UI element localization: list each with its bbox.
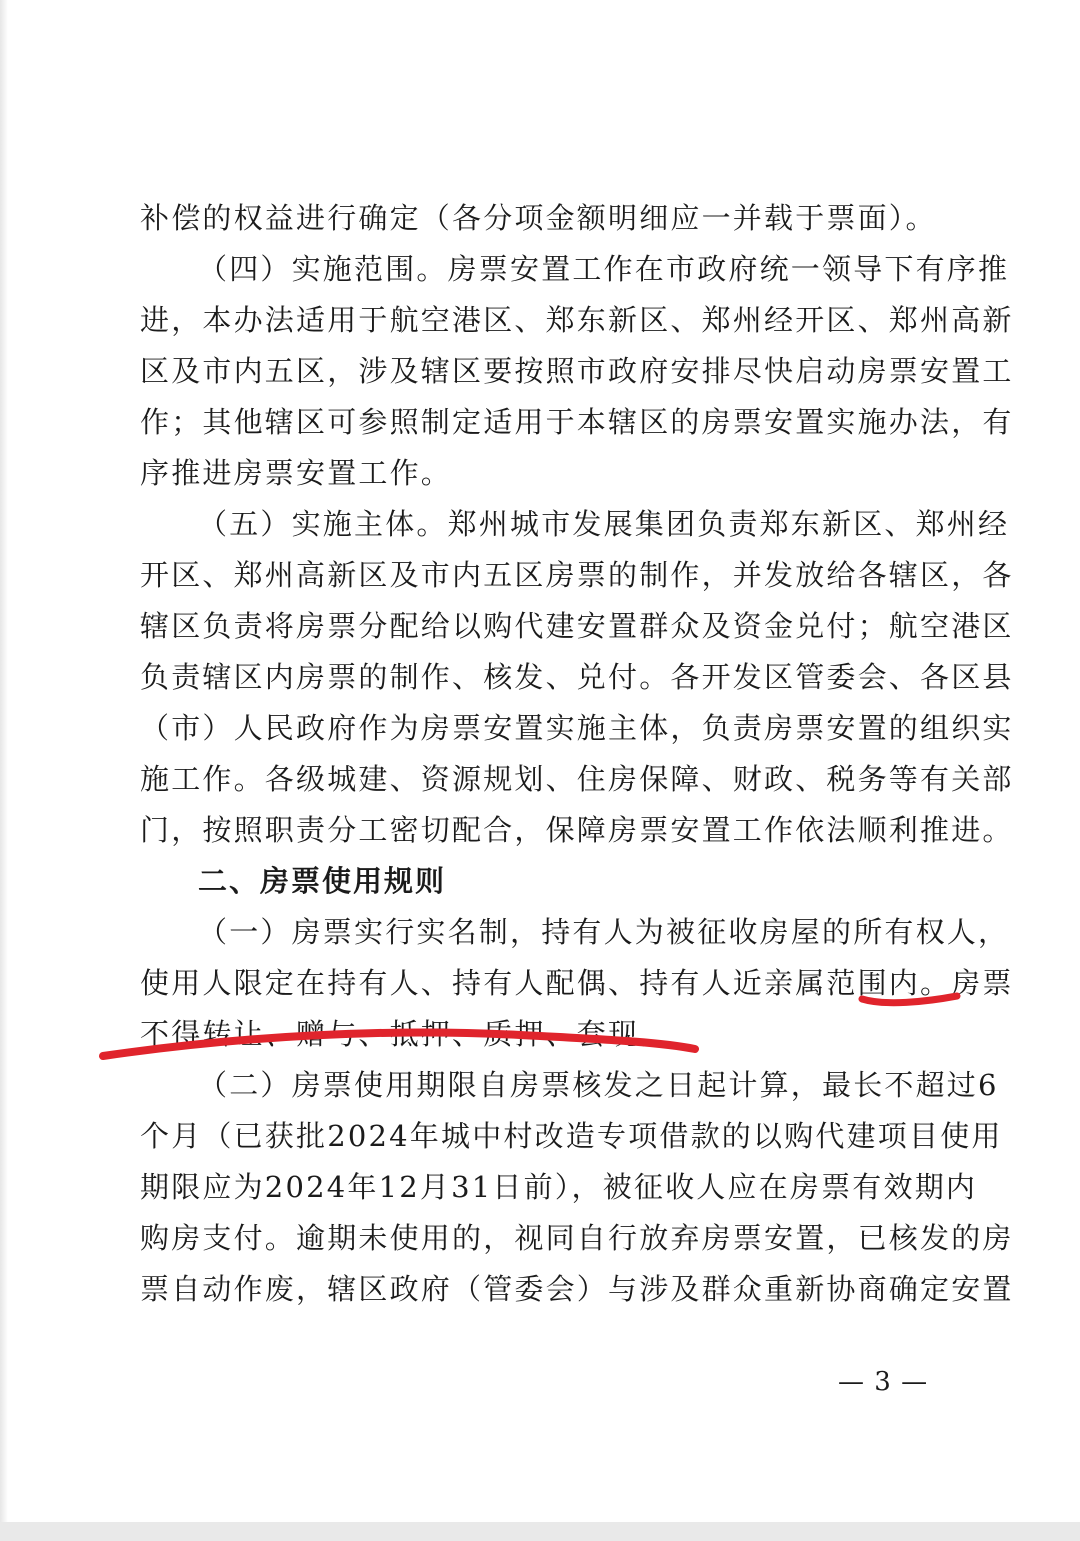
paragraph-line: 门，按照职责分工密切配合，保障房票安置工作依法顺利推进。 (140, 813, 1014, 847)
paragraph-line: （市）人民政府作为房票安置实施主体，负责房票安置的组织实 (140, 711, 1014, 745)
paragraph-line: 个月（已获批2024年城中村改造专项借款的以购代建项目使用 (140, 1119, 1003, 1153)
paragraph-line: 区及市内五区，涉及辖区要按照市政府安排尽快启动房票安置工 (140, 354, 1014, 388)
paragraph-line: 开区、郑州高新区及市内五区房票的制作，并发放给各辖区，各 (140, 558, 1014, 592)
paragraph-line: （二）房票使用期限自房票核发之日起计算，最长不超过6 (198, 1068, 999, 1102)
paragraph-line: 进，本办法适用于航空港区、郑东新区、郑州经开区、郑州高新 (140, 303, 1014, 337)
page-bottom-band (0, 1522, 1080, 1541)
paragraph-line: （五）实施主体。郑州城市发展集团负责郑东新区、郑州经 (198, 507, 1010, 541)
page-number: — 3 — (838, 1367, 929, 1397)
page-edge-shadow (0, 0, 8, 1522)
paragraph-line: 期限应为2024年12月31日前），被征收人应在房票有效期内 (140, 1170, 978, 1204)
paragraph-line: 票自动作废，辖区政府（管委会）与涉及群众重新协商确定安置 (140, 1272, 1014, 1306)
paragraph-line: 作；其他辖区可参照制定适用于本辖区的房票安置实施办法，有 (140, 405, 1014, 439)
paragraph-line: 使用人限定在持有人、持有人配偶、持有人近亲属范围内。房票 (140, 966, 1014, 1000)
document-body (140, 193, 1014, 1315)
paragraph-line: 补偿的权益进行确定（各分项金额明细应一并载于票面）。 (140, 201, 937, 235)
paragraph-line: 购房支付。逾期未使用的，视同自行放弃房票安置，已核发的房 (140, 1221, 1014, 1255)
paragraph-line: （一）房票实行实名制，持有人为被征收房屋的所有权人， (198, 915, 1010, 949)
paragraph-line: 负责辖区内房票的制作、核发、兑付。各开发区管委会、各区县 (140, 660, 1014, 694)
paragraph-line: 辖区负责将房票分配给以购代建安置群众及资金兑付；航空港区 (140, 609, 1014, 643)
paragraph-line: 施工作。各级城建、资源规划、住房保障、财政、税务等有关部 (140, 762, 1014, 796)
paragraph-line: （四）实施范围。房票安置工作在市政府统一领导下有序推 (198, 252, 1010, 286)
paragraph-line: 不得转让、赠与、抵押、质押、套现。 (140, 1017, 671, 1051)
section-heading: 二、房票使用规则 (198, 864, 447, 898)
paragraph-line: 序推进房票安置工作。 (140, 456, 453, 490)
